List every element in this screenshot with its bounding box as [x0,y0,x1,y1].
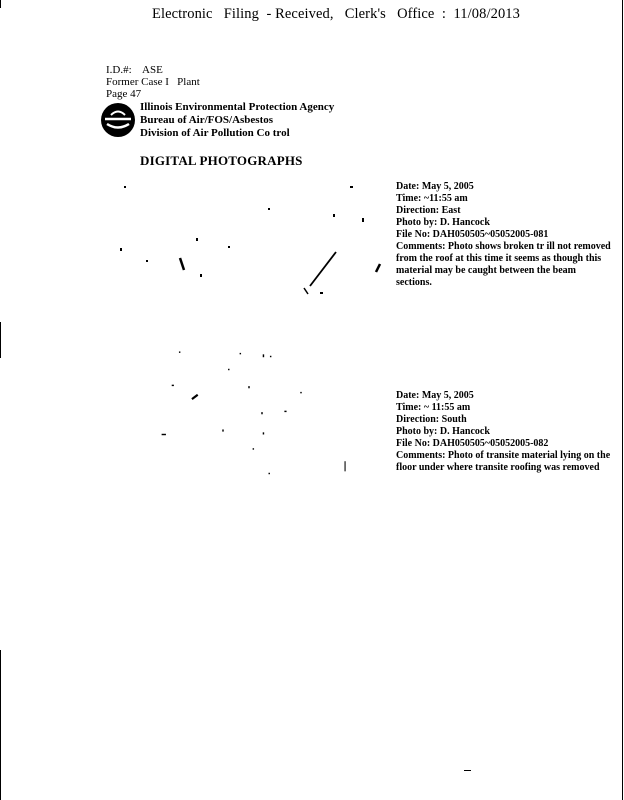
photo-1-time: Time: ~11:55 am [396,193,468,204]
photo-1 [108,176,390,306]
scan-edge-mark [0,650,1,800]
bureau-name: Bureau of Air/FOS/Asbestos [140,114,274,126]
scan-edge-mark [0,0,1,8]
photo-2-comments: Comments: Photo of transite material lying on the floor under where transite roofing was removed [396,450,611,473]
photo-2-photographer: Photo by: D. Hancock [396,426,490,437]
case-id-line: I.D.#: ASE [106,64,163,76]
photo-2-file-no: File No: DAH050505~05052005-082 [396,438,549,449]
division-name: Division of Air Pollution Co trol [140,127,290,139]
photo-2 [108,350,390,480]
page-title: DIGITAL PHOTOGRAPHS [140,153,303,168]
scan-edge-mark [622,0,623,800]
photo-1-comments: Comments: Photo shows broken tr ill not removed from the roof at this time it seems as though this material may be caught between the beam sections. [396,241,611,288]
photo-2-details [396,390,612,474]
photo-1-date: Date: May 5, 2005 [396,181,474,192]
illinois-epa-logo-icon [100,102,136,138]
photo-1-details [396,181,612,289]
photo-1-photographer: Photo by: D. Hancock [396,217,490,228]
agency-name: Illinois Environmental Protection Agency [140,101,335,113]
photo-2-date: Date: May 5, 2005 [396,390,474,401]
case-name-line: Former Case I Plant [106,76,200,88]
photo-2-time: Time: ~ 11:55 am [396,402,471,413]
page-number: Page 47 [106,88,142,100]
electronic-filing-stamp: Electronic Filing - Received, Clerk's Office : 11/08/2013 [152,6,521,22]
photo-2-direction: Direction: South [396,414,467,425]
scan-dash-mark [464,770,471,771]
photo-1-direction: Direction: East [396,205,461,216]
photo-1-file-no: File No: DAH050505~05052005-081 [396,229,549,240]
scan-edge-mark [0,322,1,358]
